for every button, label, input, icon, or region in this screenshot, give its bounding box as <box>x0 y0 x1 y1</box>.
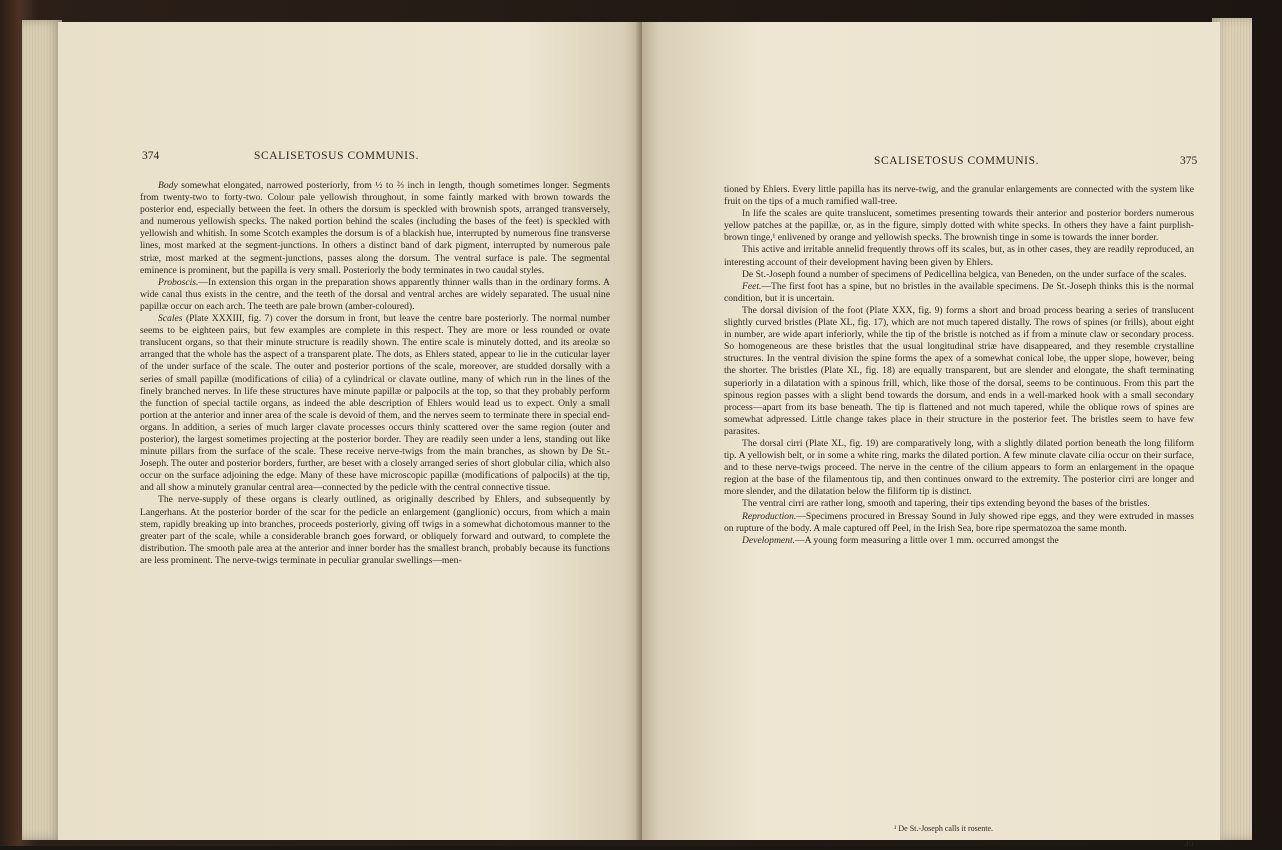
paragraph <box>724 281 1194 305</box>
footnote: ¹ De St.-Joseph calls it rosente. <box>894 824 994 833</box>
paragraph-heading: Scales <box>158 313 183 325</box>
paragraph-text: The ventral cirri are rather long, smooth and tapering, their tips extending beyond the bases of the bristles. <box>742 498 1150 510</box>
running-head: SCALISETOSUS COMMUNIS. <box>254 150 420 162</box>
paragraph <box>724 244 1194 268</box>
paragraph-heading: Reproduction. <box>742 510 797 522</box>
paragraph <box>140 313 610 494</box>
page-number: 374 <box>142 150 160 162</box>
paragraph <box>140 277 610 313</box>
paragraph-heading: Body <box>158 180 178 191</box>
paragraph <box>724 498 1194 510</box>
signature-mark: 49 <box>1184 840 1194 850</box>
paragraph <box>724 511 1194 535</box>
paragraph-text: somewhat elongated, narrowed posteriorly, from ½ to ⅔ inch in length, though sometimes longer. Segments from twenty-two to forty-two. Colour pale yellowish throughout, in some faintly marked with brown towards the posterior end, especially between the feet. In others the dorsum is speckled with brownish spots, arranged transversely, and numerous yellowish specks. The naked portion behind the scales (including the bases of the feet) is speckled with yellowish and whitish. In some Scotch examples the dorsum is of a blackish hue, interrupted by numerous fine transverse lines, most marked at the segment-junctions. In others a distinct band of dark pigment, interrupted by numerous pale striæ, most marked at the segment-junctions, passes along the dorsum. The ventral surface is pale. The segmental eminence is prominent, but the papilla is very small. Posteriorly the body terminates in two caudal styles. <box>140 180 610 276</box>
paragraph-heading: Development. <box>742 534 796 546</box>
paragraph-text: The dorsal cirri (Plate XL, fig. 19) are comparatively long, with a slightly dilated portion beneath the long filiform tip. A yellowish belt, or in some a white ring, marks the dilated portion. A few minute clavate cilia occur on their surface, and to these nerve-twigs proceed. The nerve in the centre of the cilium appears to form an enlargement in the opaque region at the base of the filamentous tip, and then continues onward to the extremity. The posterior cirri are longer and more slender, and the dilatation below the filiform tip is distinct. <box>724 437 1194 498</box>
body-text <box>724 184 1194 547</box>
paragraph <box>724 535 1194 547</box>
left-page <box>58 22 642 840</box>
paragraph-text: —Specimens procured in Bressay Sound in July showed ripe eggs, and they were extruded in masses on rupture of the body. A male captured off Peel, in the Irish Sea, bore ripe spermatozoa the same month. <box>724 510 1194 534</box>
paragraph <box>724 208 1194 244</box>
paragraph-text: In life the scales are quite translucent, sometimes presenting towards their anterior and posterior borders numerous yellow patches at the papillæ, or, as in the figure, simply dotted with white specks. In others they have a faint purplish-brown tinge,¹ enlivened by orange and yellowish specks. The brownish tinge in some is towards the inner border. <box>724 208 1194 244</box>
paragraph-text: The nerve-supply of these organs is clearly outlined, as originally described by Ehlers, and subsequently by Langerhans. At the posterior border of the scar for the pedicle an enlargement (ganglionic) occurs, from which a main stem, rapidly breaking up into branches, proceeds posteriorly, giving off twigs in a somewhat dichotomous manner to the greater part of the scale, while a considerable branch goes forward, or obliquely forward and outward, to complete the distribution. The smooth pale area at the anterior and inner border has the smallest branch, probably because its functions are less prominent. The nerve-twigs terminate in peculiar granular swellings—men- <box>140 494 610 566</box>
page-number: 375 <box>1180 155 1198 167</box>
paragraph-text: De St.-Joseph found a number of specimens of Pedicellina belgica, van Beneden, on the under surface of the scales. <box>742 268 1187 280</box>
paragraph-text: —A young form measuring a little over 1 mm. occurred amongst the <box>795 534 1059 546</box>
paragraph-text: tioned by Ehlers. Every little papilla has its nerve-twig, and the granular enlargements are connected with the system like fruit on the tips of a much ramified wall-tree. <box>724 184 1194 208</box>
paragraph <box>724 305 1194 438</box>
body-text <box>140 180 610 567</box>
paragraph-text: The dorsal division of the foot (Plate XXX, fig. 9) forms a short and broad process bearing a series of translucent slightly curved bristles (Plate XL, fig. 17), which are not much tapered distally. The rows of spines (or frills), about eight in number, are wide apart inferiorly, while the tip of the bristle is notched as if from a minute claw or secondary process. So homogeneous are these bristles that the usual longitudinal striæ have disappeared, and they resemble crystalline structures. In the ventral division the spine forms the apex of a somewhat conical lobe, the upper slope, however, being the shorter. The bristles (Plate XL, fig. 18) are equally transparent, but are slender and elongate, the shaft terminating superiorly in a dilatation with a spinous frill, which, like those of the dorsal, seems to be continuous. From this part the spinous region passes with a slight bend towards the dorsum, and ends in a well-marked hook with a small secondary process—apart from its base beneath. The tip is flattened and not much tapered, while the oblique rows of spines are somewhat adpressed. Little change takes place in their structure in the posterior feet. The bristles seem to have few parasites. <box>724 304 1194 437</box>
running-head: SCALISETOSUS COMMUNIS. <box>874 155 1040 167</box>
paragraph <box>724 269 1194 281</box>
paragraph <box>724 184 1194 208</box>
paragraph <box>724 438 1194 498</box>
paragraph-text: This active and irritable annelid frequently throws off its scales, but, as in other cases, they are readily reproduced, an interesting account of their development having been given by Ehlers. <box>724 244 1194 268</box>
paragraph-text: (Plate XXXIII, fig. 7) cover the dorsum in front, but leave the centre bare posteriorly. The normal number seems to be eighteen pairs, but few examples are complete in this respect. They are more or less rounded or ovate translucent organs, so that their minute structure is readily shown. The entire scale is minutely dotted, and its areolæ so arranged that the whole has the aspect of a transparent plate. The dots, as Ehlers stated, appear to lie in the cuticular layer of the under surface of the scale. The outer and posterior portions of the scale, moreover, are studded dorsally with a series of small papillæ (modifications of cilia) of a cylindrical or clavate outline, many of which run in the lines of the finely branched nerves. In life these structures have minute papillæ or palpocils at the top, so that they probably perform the function of special tactile organs, as indeed the able description of Ehlers would lead us to expect. Only a small portion at the anterior and inner area of the scale is devoid of them, and the nerves seem to terminate there in special end-organs. In addition, a series of much larger clavate processes occurs thinly scattered over the same region (outer and posterior), the largest sometimes projecting at the posterior border. They are readily seen under a lens, standing out like minute pillars from the surface of the scale. These receive nerve-twigs from the main branches, as shown by De St.-Joseph. The outer and posterior borders, further, are beset with a closely arranged series of short globular cilia, which also occur on the surface adjoining the edge. Many of these have microscopic papillæ (modifications of palpocils) at the tip, and all show a minutely granular central area—connected by the pedicle with the central connective tissue. <box>140 313 610 494</box>
paragraph <box>140 180 610 277</box>
paragraph-text: —The first foot has a spine, but no bristles in the available specimens. De St.-Joseph thinks this is the normal condition, but it is uncertain. <box>724 280 1194 304</box>
paragraph-heading: Proboscis. <box>158 276 199 288</box>
paragraph-heading: Feet. <box>742 280 762 292</box>
page-edges-left <box>22 20 62 840</box>
paragraph-text: —In extension this organ in the preparation shows apparently thinner walls than in the ordinary forms. A wide canal thus exists in the centre, and the teeth of the dorsal and ventral arches are widely separated. The usual nine papillæ occur on each arch. The teeth are pale brown (amber-coloured). <box>140 276 610 312</box>
paragraph <box>140 494 610 567</box>
right-page <box>642 22 1220 850</box>
